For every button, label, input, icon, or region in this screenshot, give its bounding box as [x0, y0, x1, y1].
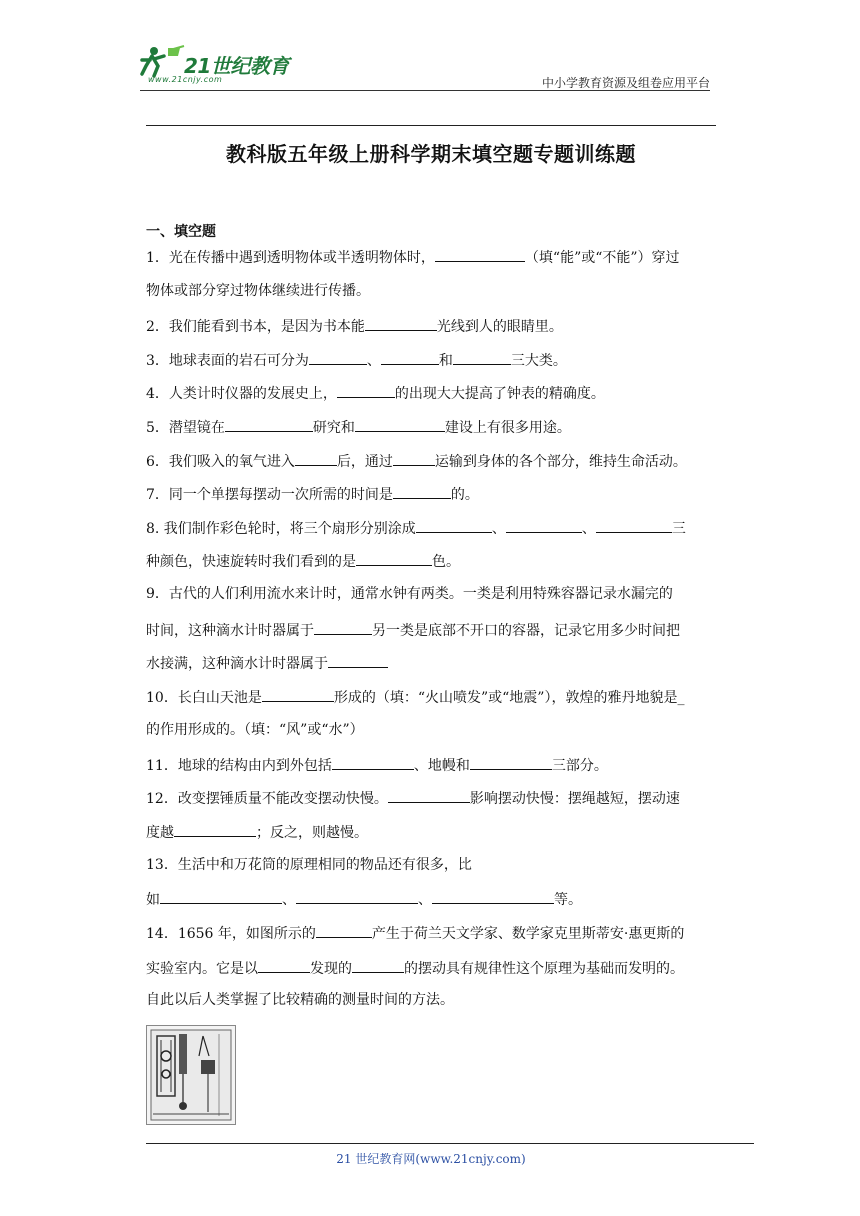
question-text: 色。	[432, 554, 460, 570]
answer-blank[interactable]	[596, 517, 672, 533]
question-10-line-1	[146, 686, 684, 708]
question-12-line-1	[146, 787, 680, 809]
question-text: 4．人类计时仪器的发展史上，	[146, 386, 337, 402]
question-text: 自此以后人类掌握了比较精确的测量时间的方法。	[146, 992, 454, 1008]
answer-blank[interactable]	[352, 957, 404, 973]
question-text: 11．地球的结构由内到外包括	[146, 758, 332, 774]
question-9-line-3	[146, 652, 388, 674]
question-3	[146, 349, 567, 371]
page-title: 教科版五年级上册科学期末填空题专题训练题	[226, 142, 636, 166]
question-text: 3．地球表面的岩石可分为	[146, 353, 309, 369]
question-text: 10．长白山天池是	[146, 690, 262, 706]
pendulum-clock-figure	[146, 1025, 236, 1125]
question-1-line-1	[146, 246, 680, 268]
answer-blank[interactable]	[296, 888, 418, 904]
question-text: 2．我们能看到书本，是因为书本能	[146, 319, 365, 335]
answer-blank[interactable]	[365, 315, 437, 331]
answer-blank[interactable]	[453, 349, 511, 365]
question-text: 种颜色，快速旋转时我们看到的是	[146, 554, 356, 570]
answer-blank[interactable]	[506, 517, 582, 533]
question-text: 产生于荷兰天文学家、数学家克里斯蒂安·惠更斯的	[371, 926, 685, 942]
question-text: ；反之，则越慢。	[256, 825, 368, 841]
title-divider	[146, 125, 716, 126]
answer-blank[interactable]	[416, 517, 492, 533]
question-text: 运输到身体的各个部分，维持生命活动。	[434, 454, 687, 470]
answer-blank[interactable]	[258, 957, 310, 973]
question-text: 、	[491, 521, 506, 537]
question-6	[146, 450, 687, 472]
question-text: 形成的（填：“火山喷发”或“地震”），敦煌的雅丹地貌是_	[333, 690, 685, 706]
answer-blank[interactable]	[393, 450, 435, 466]
question-text: 和	[438, 353, 453, 369]
answer-blank[interactable]	[432, 888, 554, 904]
question-text: 的。	[450, 487, 479, 503]
question-12-line-2	[146, 821, 368, 843]
question-text: 光线到人的眼睛里。	[436, 319, 563, 335]
question-text: 6．我们吸入的氧气进入	[146, 454, 295, 470]
question-text: 实验室内。它是以	[146, 961, 258, 977]
answer-blank[interactable]	[355, 416, 445, 432]
question-text: 物体或部分穿过物体继续进行传播。	[146, 283, 370, 299]
question-10-line-2	[146, 720, 364, 740]
question-8-line-2	[146, 550, 460, 572]
logo-url: www.21cnjy.com	[148, 75, 223, 84]
question-1-line-2	[146, 281, 370, 301]
question-text: 水接满，这种滴水计时器属于	[146, 656, 328, 672]
logo-text: 21世纪教育	[184, 54, 289, 78]
question-text: 建设上有很多用途。	[444, 420, 571, 436]
question-text: 、	[418, 892, 432, 908]
platform-name: 中小学教育资源及组卷应用平台	[541, 76, 710, 90]
question-text: 、	[282, 892, 296, 908]
answer-blank[interactable]	[388, 787, 470, 803]
question-13-line-2	[146, 888, 582, 910]
question-text: 度越	[146, 825, 174, 841]
answer-blank[interactable]	[316, 922, 372, 938]
answer-blank[interactable]	[328, 652, 388, 668]
question-text: 发现的	[310, 961, 352, 977]
question-14-line-2	[146, 957, 684, 979]
question-4	[146, 382, 605, 404]
question-text: 、地幔和	[413, 758, 470, 774]
answer-blank[interactable]	[309, 349, 367, 365]
footer-link[interactable]: 21 世纪教育网(www.21cnjy.com)	[336, 1152, 526, 1166]
footer-divider	[146, 1143, 754, 1144]
question-text: 8. 我们制作彩色轮时，将三个扇形分别涂成	[146, 521, 416, 537]
question-text: 1．光在传播中遇到透明物体或半透明物体时，	[146, 250, 435, 266]
question-text: 研究和	[312, 420, 355, 436]
site-logo[interactable]	[140, 42, 320, 88]
question-text: 等。	[554, 892, 582, 908]
header-divider	[140, 90, 710, 91]
answer-blank[interactable]	[295, 450, 337, 466]
question-text: 、	[581, 521, 596, 537]
section-heading: 一、填空题	[146, 224, 216, 240]
question-text: 影响摆动快慢：摆绳越短，摆动速	[469, 791, 680, 807]
question-text: 三	[671, 521, 686, 537]
question-text: 后，通过	[336, 454, 393, 470]
answer-blank[interactable]	[262, 686, 334, 702]
question-text: （填“能”或“不能”）穿过	[524, 250, 680, 266]
question-14-line-1	[146, 922, 684, 944]
question-text: 5．潜望镜在	[146, 420, 225, 436]
answer-blank[interactable]	[174, 821, 256, 837]
question-2	[146, 315, 563, 337]
question-text: 三大类。	[510, 353, 567, 369]
question-text: 时间，这种滴水计时器属于	[146, 623, 314, 639]
question-text: 的摆动具有规律性这个原理为基础而发明的。	[404, 961, 684, 977]
answer-blank[interactable]	[470, 754, 552, 770]
question-text: 12．改变摆锤质量不能改变摆动快慢。	[146, 791, 388, 807]
question-text: 的作用形成的。（填：“风”或“水”）	[146, 722, 364, 738]
question-text: 三部分。	[551, 758, 608, 774]
question-9-line-1	[146, 584, 673, 604]
answer-blank[interactable]	[225, 416, 313, 432]
answer-blank[interactable]	[337, 382, 395, 398]
question-text: 13．生活中和万花筒的原理相同的物品还有很多，比	[146, 857, 472, 873]
answer-blank[interactable]	[393, 483, 451, 499]
answer-blank[interactable]	[381, 349, 439, 365]
question-9-line-2	[146, 619, 680, 641]
question-text: 、	[366, 353, 381, 369]
question-text: 另一类是底部不开口的容器，记录它用多少时间把	[372, 623, 680, 639]
page-header	[140, 42, 710, 90]
pendulum-clock-illustration	[147, 1026, 235, 1124]
question-5	[146, 416, 571, 438]
question-text: 7．同一个单摆每摆动一次所需的时间是	[146, 487, 393, 503]
question-11	[146, 754, 608, 776]
question-7	[146, 483, 479, 505]
answer-blank[interactable]	[314, 619, 372, 635]
question-text: 如	[146, 892, 160, 908]
answer-blank[interactable]	[332, 754, 414, 770]
question-14-line-3	[146, 990, 454, 1010]
question-13-line-1	[146, 855, 472, 875]
question-8-line-1	[146, 517, 686, 539]
question-text: 9．古代的人们利用流水来计时，通常水钟有两类。一类是利用特殊容器记录水漏完的	[146, 586, 673, 602]
answer-blank[interactable]	[160, 888, 282, 904]
question-text: 的出现大大提高了钟表的精确度。	[394, 386, 605, 402]
question-text: 14．1656 年，如图所示的	[146, 926, 316, 942]
answer-blank[interactable]	[435, 246, 525, 262]
answer-blank[interactable]	[356, 550, 432, 566]
